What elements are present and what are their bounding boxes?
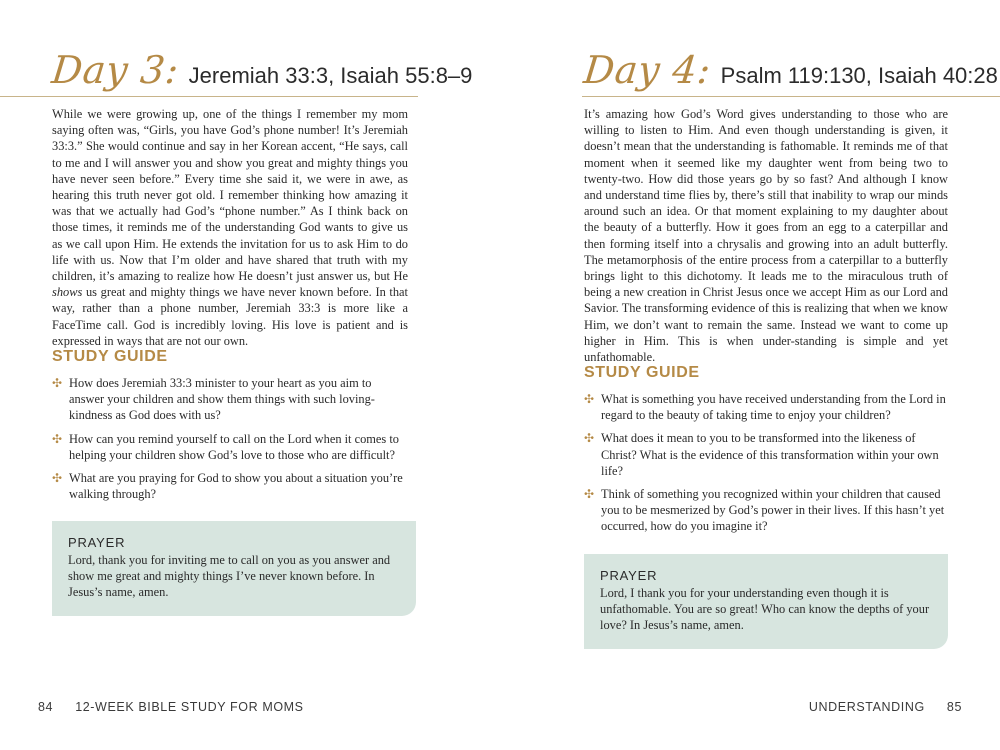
devotional-body: It’s amazing how God’s Word gives understanding to those who are willing to listen to Him. And even though understanding is given, it doesn’t mean that the understanding is fathomable. It reminds me of that moment when it seemed like my daughter went from being two to twenty-two. How did those years go by so fast? And although I know and understand time flies by, there’s still that inability to wrap our minds around such an idea. Or that moment explaining to my daughter about the beauty of a butterfly. How it goes from an egg to a caterpillar and then forming itself into a chrysalis and growing into an adult butterfly. The metamorphosis of the entire process from a caterpillar to a butterfly brings light to this dichotomy. It leads me to the miraculous truth of being a new creation in Christ Jesus once we accept Him as our Lord and Savior. The transforming evidence of this is realizing that when we know Him, we don’t want to remain the same. Instead we want to come up higher in Him. This is when under-standing is simple and yet unfathomable.	[584, 107, 948, 365]
left-footer	[38, 700, 304, 714]
scripture-reference: Jeremiah 33:3, Isaiah 55:8–9	[188, 63, 473, 88]
day-3-heading	[49, 48, 473, 92]
devotional-body: While we were growing up, one of the things I remember my mom saying often was, “Girls, you have God’s phone number! It’s Jeremiah 33:3.” She would continue and say in her Korean accent, “He says, call to me and I will answer you and show you great and mighty things you have never seen before.” Every time she said it, we were in awe, as hearing this truth never got old. I remember thinking how amazing it was that we actually had God’s “phone number.” As I think back on those times, it reminds me of the understanding God wants to give us as we call upon Him. He extends the invitation for us to ask Him to do life with us. Now that I’m older and have shared that truth with my children, it’s amazing to realize how He doesn’t just answer us, but He shows us great and mighty things we have never known before. In that way, rather than a phone number, Jeremiah 33:3 is more like a FaceTime call. God is incredibly loving. His love is patient and is expressed in ways that are not our own.	[52, 107, 408, 348]
cross-ornament-icon: ✣	[52, 376, 63, 390]
prayer-label: PRAYER	[600, 568, 658, 583]
prayer-box	[584, 554, 948, 649]
prayer-label: PRAYER	[68, 535, 126, 550]
right-page	[500, 0, 1000, 750]
study-guide-heading: STUDY GUIDE	[584, 364, 700, 381]
scripture-reference: Psalm 119:130, Isaiah 40:28	[720, 63, 998, 88]
study-questions	[584, 391, 948, 542]
list-item: ✣ How can you remind yourself to call on the Lord when it comes to helping your children show God’s love to those who are difficult?	[52, 431, 399, 462]
list-item: ✣ What are you praying for God to show you about a situation you’re walking through?	[52, 471, 403, 502]
day-label: Day 3:	[49, 48, 181, 92]
list-item: ✣ What does it mean to you to be transformed into the likeness of Christ? What is the evidence of this transformation within your own life?	[584, 431, 939, 478]
cross-ornament-icon: ✣	[584, 431, 595, 446]
page-number: 85	[946, 700, 962, 714]
cross-ornament-icon: ✣	[584, 487, 595, 502]
day-4-heading	[581, 48, 998, 92]
prayer-text: Lord, thank you for inviting me to call on you as you answer and show me great and mighty things I’ve never known before. In Jesus’s name, amen.	[68, 553, 391, 600]
cross-ornament-icon: ✣	[52, 471, 63, 486]
running-head: UNDERSTANDING	[808, 700, 925, 714]
prayer-box	[52, 521, 416, 616]
heading-rule	[0, 96, 418, 97]
cross-ornament-icon: ✣	[584, 392, 595, 406]
page-number: 84	[38, 700, 54, 714]
heading-rule	[582, 96, 1000, 97]
running-head: 12-WEEK BIBLE STUDY FOR MOMS	[75, 700, 304, 714]
study-guide-heading: STUDY GUIDE	[52, 348, 168, 365]
list-item: ✣ Think of something you recognized within your children that caused you to be mesmerized by God’s power in their lives. If this hasn’t yet occurred, how do you imagine it?	[584, 487, 945, 534]
right-footer	[809, 700, 962, 714]
study-questions	[52, 375, 408, 509]
list-item: ✣ How does Jeremiah 33:3 minister to your heart as you aim to answer your children and show them things with such loving-kindness as God does with us?	[52, 376, 375, 423]
list-item: ✣ What is something you have received understanding from the Lord in regard to the beauty of taking time to enjoy your children?	[584, 392, 946, 423]
emphasis-text: shows	[52, 285, 83, 300]
cross-ornament-icon: ✣	[52, 431, 63, 446]
day-label: Day 4:	[581, 48, 713, 92]
prayer-text: Lord, I thank you for your understanding even though it is unfathomable. You are so great! Who can know the depths of your love? In Jesus’s name, amen.	[600, 586, 930, 633]
